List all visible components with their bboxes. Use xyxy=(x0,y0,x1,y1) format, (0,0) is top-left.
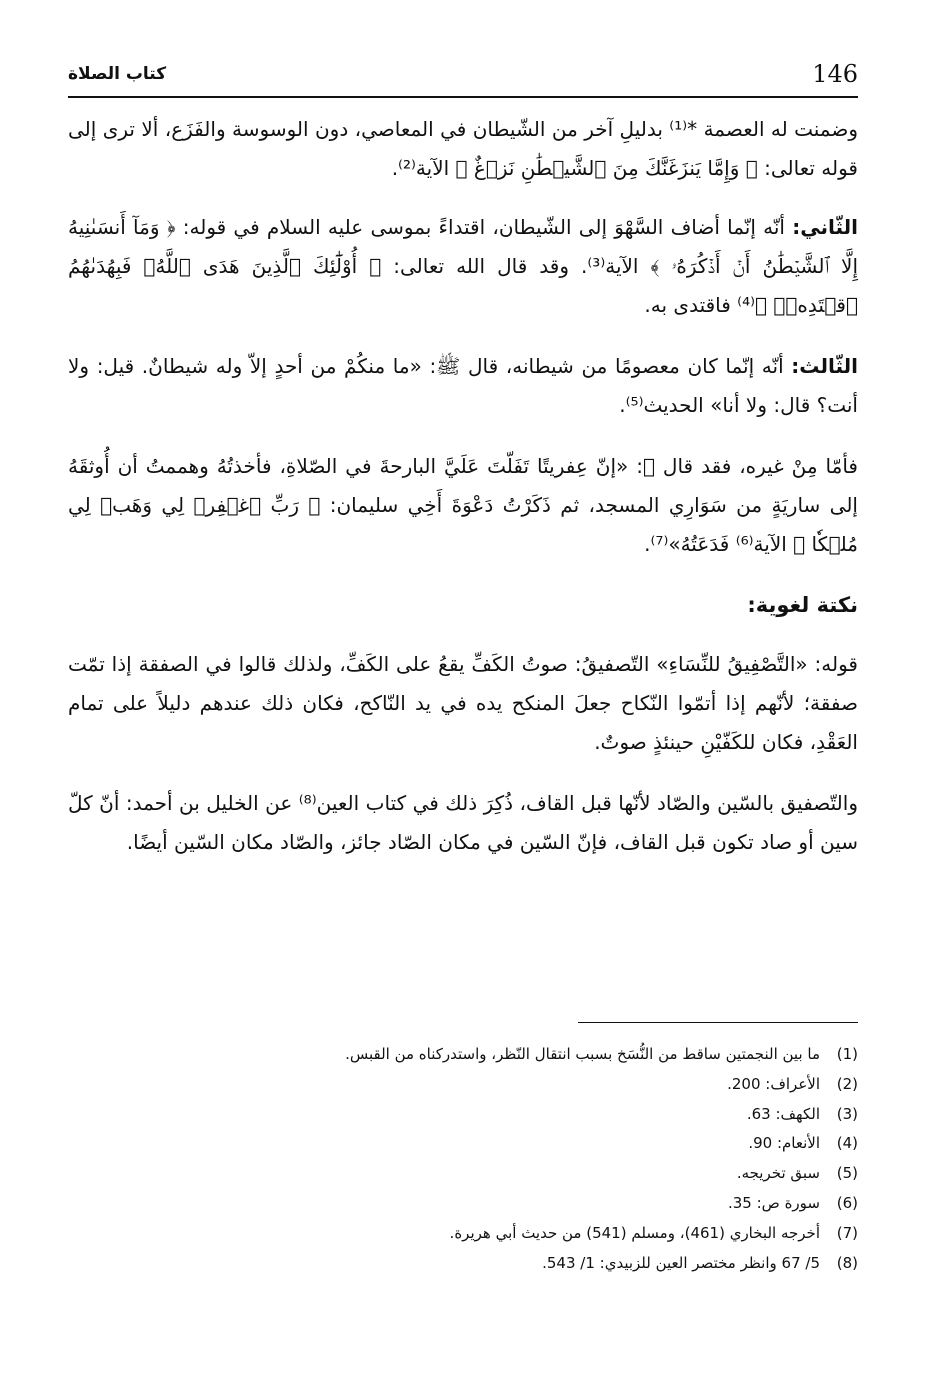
footnote xyxy=(140,1189,858,1219)
footnote-text: ما بين النجمتين ساقط من النُّسَخ بسبب انتقال النّظر، واستدركناه من القبس. xyxy=(345,1045,820,1063)
footnote xyxy=(140,1040,858,1070)
paragraph-6 xyxy=(68,784,858,862)
page-header xyxy=(68,58,858,98)
footnote-number: (2) xyxy=(836,1074,858,1093)
footnote-number: (5) xyxy=(836,1164,858,1183)
paragraph-2-lead: الثّاني: xyxy=(792,215,858,239)
footnote-number: (8) xyxy=(836,1253,858,1272)
footnote-text: الأنعام: 90. xyxy=(748,1134,820,1153)
page-number: 146 xyxy=(812,60,858,88)
footnote-text: الكهف: 63. xyxy=(746,1104,820,1123)
footnote-separator xyxy=(578,1022,858,1023)
paragraph-4 xyxy=(68,447,858,564)
paragraph-2 xyxy=(68,208,858,325)
footnote xyxy=(140,1219,858,1249)
footnote-number: (6) xyxy=(836,1193,858,1212)
footnote-text: سورة ص: 35. xyxy=(727,1193,820,1212)
paragraph-3 xyxy=(68,347,858,425)
paragraph-5-text: قوله: «التَّصْفِيقُ للنِّسَاءِ» التّصفيقُ: صوتُ الكَفِّ يقعُ على الكَفِّ، ولذلك قالوا في الصفقة إذا تمّت صفقة؛ لأنّهم إذا أتمّوا النّكاح جعلَ المنكح يده في يد النّاكح، فكان ذلك عندهم دليلاً على تمام العَقْدِ، فكان للكَفّيْنِ حينئذٍ صوتٌ. xyxy=(68,652,858,754)
section-heading: نكتة لغوية: xyxy=(747,593,858,617)
paragraph-1-text: وضمنت له العصمة *⁽¹⁾ بدليلِ آخر من الشّيطان في المعاصي، دون الوسوسة والفَزَع، ألا ترى إلى قوله تعالى: ﴿ وَإِمَّا يَنزَغَنَّكَ مِنَ ٱلشَّيۡطَٰنِ نَزۡغٌ ﴾ الآية⁽²⁾. xyxy=(68,117,858,180)
footnote-number: (7) xyxy=(836,1223,858,1242)
footnote-number: (1) xyxy=(836,1045,858,1063)
footnote-text: 5/ 67 وانظر مختصر العين للزبيدي: 1/ 543. xyxy=(542,1253,820,1272)
footnote xyxy=(140,1070,858,1100)
footnote xyxy=(140,1159,858,1189)
footnote-text: سبق تخريجه. xyxy=(736,1164,820,1183)
paragraph-2-text: أنّه إنّما أضاف السَّهْوَ إلى الشّيطان، اقتداءً بموسى عليه السلام في قوله: ﴿ وَمَآ أَنسَىٰنِيهُ إِلَّا ٱلشَّيۡطَٰنُ أَنۡ أَذۡكُرَهُۥ ﴾ الآية⁽³⁾. وقد قال الله تعالى: ﴿ أُوْلَٰٓئِكَ ٱلَّذِينَ هَدَى ٱللَّهُۖ فَبِهُدَىٰهُمُ ٱقۡتَدِهۡۗ ﴾⁽⁴⁾ فاقتدى به. xyxy=(68,215,858,317)
footnote-text: أخرجه البخاري (461)، ومسلم (541) من حديث أبي هريرة. xyxy=(449,1223,820,1242)
footnote xyxy=(140,1100,858,1130)
paragraph-3-text: أنّه إنّما كان معصومًا من شيطانه، قال ﷺ: «ما منكُمْ من أحدٍ إلاّ وله شيطانٌ. قيل: ولا أنت؟ قال: ولا أنا» الحديث⁽⁵⁾. xyxy=(68,354,858,417)
paragraph-4-text: فأمّا مِنْ غيره، فقد قال ﷺ: «إنّ عِفريتًا تَفَلّتَ عَلَيَّ البارحةَ في الصّلاةِ، فأخذتُهُ وهممتُ أن أُوثقَهُ إلى ساريَةٍ من سَوَارِي المسجد، ثم ذَكَرْتُ دَعْوَةَ أَخِي سليمان: ﴿ رَبِّ ٱغۡفِرۡ لِي وَهَبۡ لِي مُلۡكٗا ﴾ الآية⁽⁶⁾ فَدَعَتُهُ»⁽⁷⁾. xyxy=(68,454,858,556)
footnote xyxy=(140,1129,858,1159)
main-text xyxy=(68,110,858,884)
footnote-text: الأعراف: 200. xyxy=(727,1074,820,1093)
paragraph-5 xyxy=(68,645,858,762)
paragraph-3-lead: الثّالث: xyxy=(791,354,858,378)
running-title: كتاب الصلاة xyxy=(68,64,167,84)
footnote-number: (3) xyxy=(836,1104,858,1123)
footnote xyxy=(140,1249,858,1279)
paragraph-1 xyxy=(68,110,858,188)
footnote-number: (4) xyxy=(836,1134,858,1153)
footnotes xyxy=(140,1040,858,1278)
paragraph-6-text: والتّصفيق بالسّين والصّاد لأنّها قبل القاف، ذُكِرَ ذلك في كتاب العين⁽⁸⁾ عن الخليل بن أحمد: أنّ كلّ سين أو صاد تكون قبل القاف، فإنّ السّين في مكان الصّاد جائز، والصّاد مكان السّين أيضًا. xyxy=(68,791,858,854)
